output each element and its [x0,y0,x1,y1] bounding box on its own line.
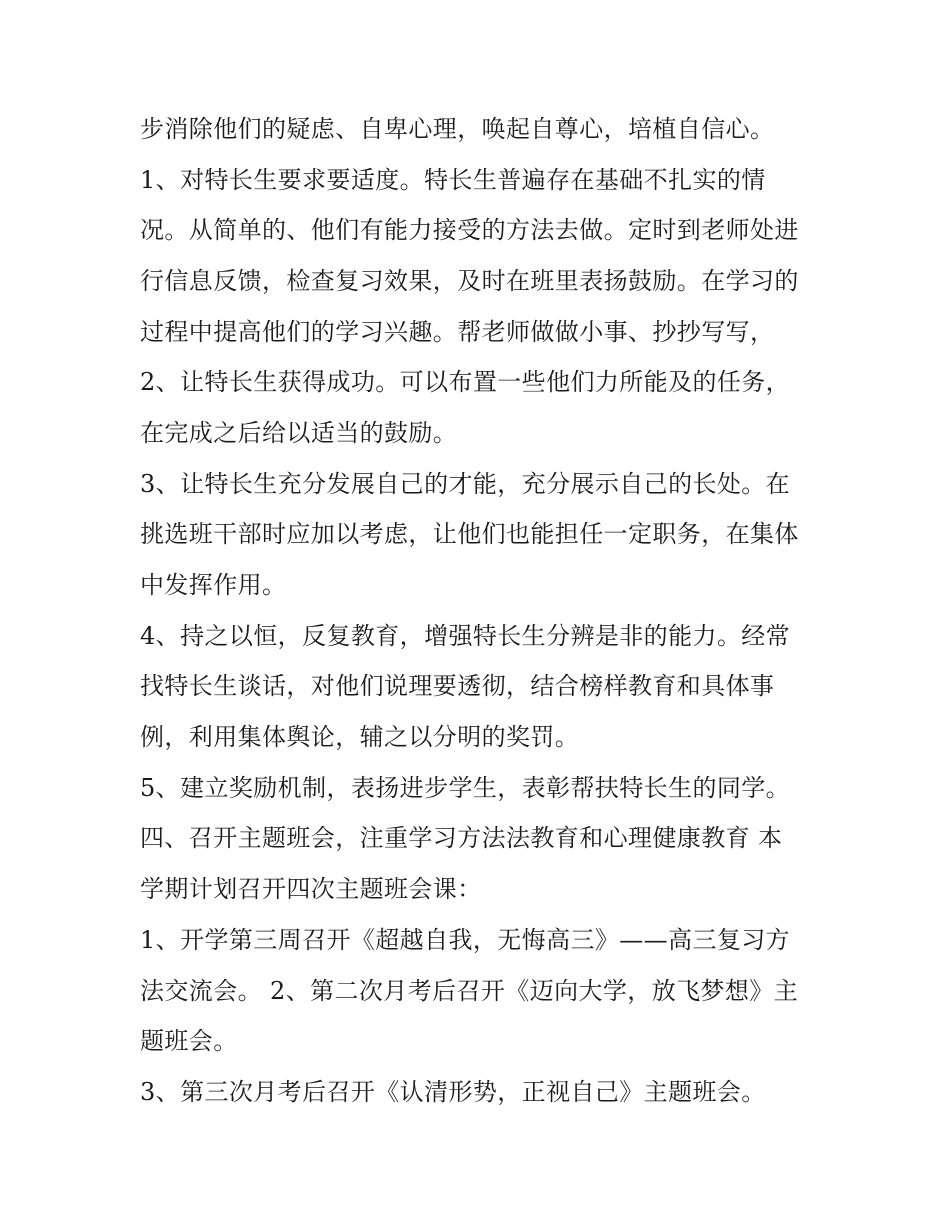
text-line: 在完成之后给以适当的鼓励。 [140,419,458,447]
text-line: 过程中提高他们的学习兴趣。帮老师做做小事、抄抄写写， [140,318,775,346]
text-line: 学期计划召开四次主题班会课： [140,875,482,903]
text-line: 法交流会。 2、第二次月考后召开《迈向大学，放飞梦想》主 [140,977,799,1005]
text-line: 中发挥作用。 [140,571,287,599]
text-line: 2、让特长生获得成功。可以布置一些他们力所能及的任务， [140,368,791,396]
text-line: 找特长生谈话，对他们说理要透彻，结合榜样教育和具体事 [140,672,775,700]
text-line: 四、召开主题班会，注重学习方法法教育和心理健康教育 本 [140,824,783,852]
text-line: 4、持之以恒，反复教育，增强特长生分辨是非的能力。经常 [140,622,791,650]
text-line: 1、对特长生要求要适度。特长生普遍存在基础不扎实的情 [140,166,766,194]
text-line: 3、第三次月考后召开《认清形势，正视自己》主题班会。 [140,1078,766,1106]
text-line: 挑选班干部时应加以考虑，让他们也能担任一定职务，在集体 [140,520,799,548]
text-line: 步消除他们的疑虑、自卑心理，唤起自尊心，培植自信心。 [140,115,775,143]
text-line: 题班会。 [140,1027,238,1055]
text-line: 行信息反馈，检查复习效果，及时在班里表扬鼓励。在学习的 [140,267,799,295]
text-line: 例，利用集体舆论，辅之以分明的奖罚。 [140,723,580,751]
text-line: 况。从简单的、他们有能力接受的方法去做。定时到老师处进 [140,216,799,244]
text-line: 3、让特长生充分发展自己的才能，充分展示自己的长处。在 [140,470,791,498]
text-line: 5、建立奖励机制，表扬进步学生，表彰帮扶特长生的同学。 [140,774,791,802]
text-line: 1、开学第三周召开《超越自我，无悔高三》——高三复习方 [140,926,791,954]
